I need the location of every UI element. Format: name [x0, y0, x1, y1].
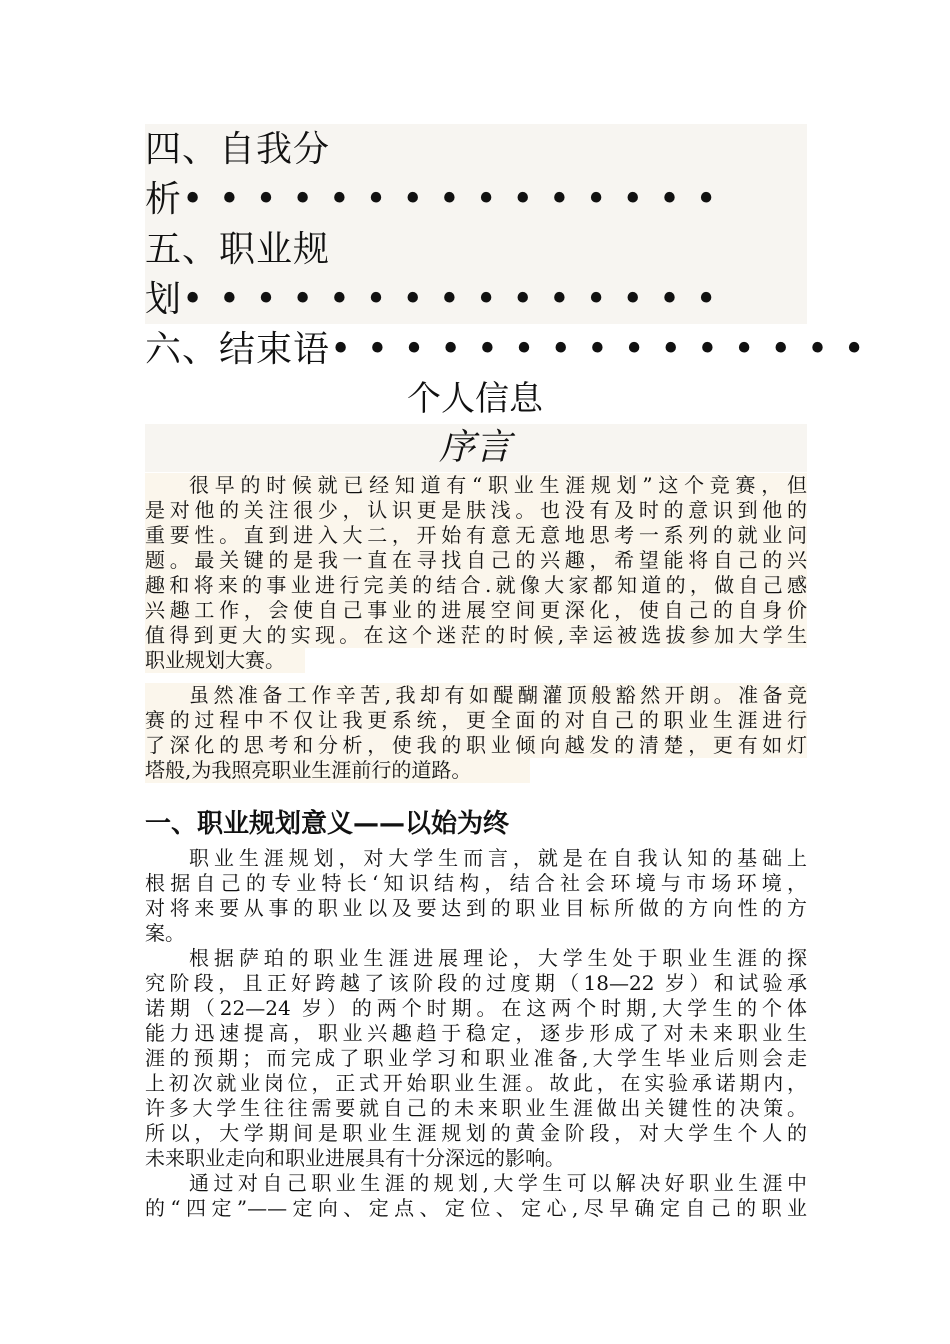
toc-entry-label: 划 — [145, 279, 183, 320]
text-line: 了深化的思考和分析，使我的职业倾向越发的清楚，更有如灯 — [145, 733, 807, 757]
toc-entry-label: 五、职业规 — [145, 229, 331, 270]
text-line: 值得到更大的实现。在这个迷茫的时候,幸运被选拔参加大学生 — [145, 623, 807, 647]
personal-info-heading: 个人信息 — [407, 379, 543, 419]
text-line: 上初次就业岗位，正式开始职业生涯。故此，在实验承诺期内， — [145, 1071, 807, 1095]
preface-heading: 序言 — [438, 427, 511, 468]
toc-entry-self-analysis-line2[interactable] — [145, 175, 719, 225]
text-line: 根据自己的专业特长‘知识结构，结合社会环境与市场环境， — [145, 871, 807, 895]
text-line: 虽然准备工作辛苦,我却有如醍醐灌顶般豁然开朗。准备竞 — [145, 683, 807, 708]
text-line: 能力迅速提高，职业兴趣趋于稳定，逐步形成了对未来职业生 — [145, 1021, 807, 1045]
text-line: 所以，大学期间是职业生涯规划的黄金阶段，对大学生个人的 — [145, 1121, 807, 1145]
toc-leader-dots: • • • • • • • • • • • • • • • — [330, 329, 867, 370]
text-line: 趣和将来的事业进行完美的结合.就像大家都知道的，做自己感 — [145, 573, 807, 597]
toc-entry-label: 析 — [145, 179, 183, 220]
text-line: 究阶段，且正好跨越了该阶段的过度期（18—22 岁）和试验承 — [145, 971, 807, 995]
text-line: 是对他的关注很少，认识更是肤浅。也没有及时的意识到他的 — [145, 498, 807, 522]
text-line: 诺期（22—24 岁）的两个时期。在这两个时期,大学生的个体 — [145, 996, 807, 1020]
text-line: 塔般,为我照亮职业生涯前行的道路。 — [145, 758, 530, 783]
text-line: 的“四定”——定向、定点、定位、定心,尽早确定自己的职业 — [145, 1196, 807, 1220]
toc-entry-conclusion[interactable] — [145, 325, 867, 375]
text-line: 涯的预期；而完成了职业学习和职业准备,大学生毕业后则会走 — [145, 1046, 807, 1070]
section-1-paragraph-3 — [145, 1171, 807, 1221]
section-1-paragraph-1 — [145, 846, 807, 946]
text-line: 未来职业走向和职业进展具有十分深远的影响。 — [145, 1146, 565, 1170]
preface-paragraph-2 — [145, 683, 807, 783]
text-line: 重要性。直到进入大二，开始有意无意地思考一系列的就业问 — [145, 523, 807, 547]
toc-leader-dots: • • • • • • • • • • • • • • • — [182, 179, 719, 220]
section-1-paragraph-2 — [145, 946, 807, 1171]
section-1-heading: 一、职业规划意义——以始为终 — [145, 809, 510, 839]
toc-entry-label: 六、结束语 — [145, 329, 331, 370]
text-line: 根据萨珀的职业生涯进展理论，大学生处于职业生涯的探 — [189, 946, 807, 970]
text-line: 赛的过程中不仅让我更系统，更全面的对自己的职业生涯进行 — [145, 708, 807, 732]
toc-entry-career-plan-line2[interactable] — [145, 275, 719, 325]
text-line: 兴趣工作，会使自己事业的进展空间更深化，使自己的自身价 — [145, 598, 807, 622]
toc-entry-career-plan-line1[interactable] — [145, 225, 330, 275]
text-line: 职业规划大赛。 — [145, 648, 305, 673]
text-line: 对将来要从事的职业以及要达到的职业目标所做的方向性的方 — [145, 896, 807, 920]
text-line: 很早的时候就已经知道有“职业生涯规划”这个竞赛，但 — [145, 473, 807, 498]
text-line: 通过对自己职业生涯的规划,大学生可以解决好职业生涯中 — [189, 1171, 807, 1195]
toc-entry-label: 四、自我分 — [145, 129, 331, 170]
text-line: 许多大学生往往需要就自己的未来职业生涯做出关键性的决策。 — [145, 1096, 807, 1120]
preface-paragraph-1 — [145, 473, 807, 673]
toc-entry-self-analysis-line1[interactable] — [145, 125, 330, 175]
text-line: 案。 — [145, 921, 185, 945]
toc-leader-dots: • • • • • • • • • • • • • • • — [182, 279, 719, 320]
text-line: 题。最关键的是我一直在寻找自己的兴趣，希望能将自己的兴 — [145, 548, 807, 572]
text-line: 职业生涯规划，对大学生而言，就是在自我认知的基础上 — [189, 846, 807, 870]
